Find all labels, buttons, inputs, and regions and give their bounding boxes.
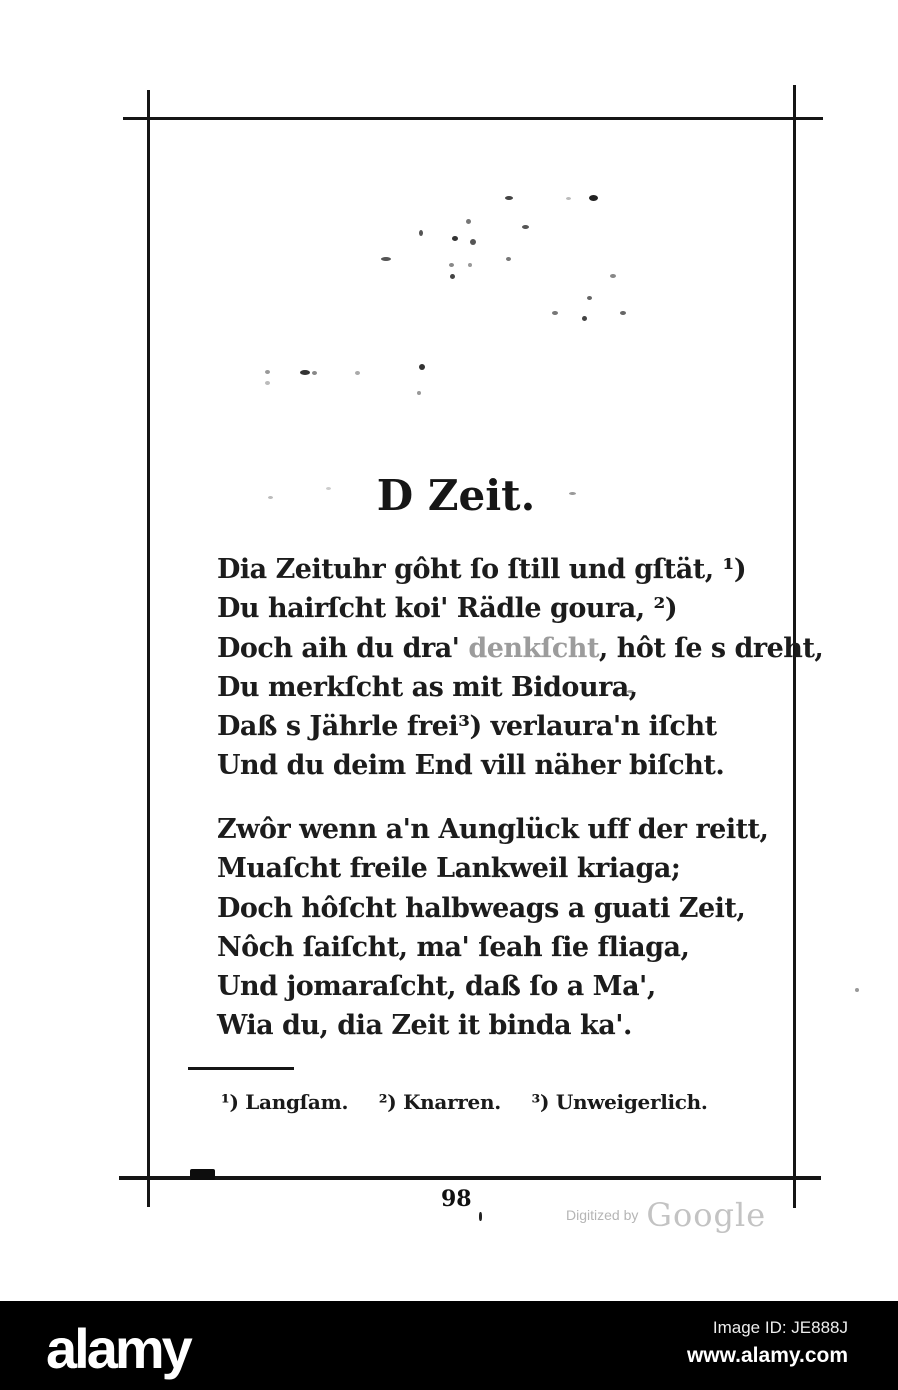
scan-speck bbox=[312, 371, 317, 375]
poem-line: Und jomaraſcht, daß ſo a Ma', bbox=[217, 971, 656, 1003]
poem-title: D Zeit. bbox=[376, 471, 536, 520]
scan-speck bbox=[268, 496, 273, 499]
scan-speck bbox=[468, 263, 472, 267]
scan-speck bbox=[450, 274, 455, 279]
alamy-info bbox=[687, 1318, 848, 1368]
poem-line: Doch hôſcht halbweags a guati Zeit, bbox=[217, 892, 746, 924]
digitized-by-text: Digitized by bbox=[566, 1207, 639, 1223]
stanza-1 bbox=[217, 550, 823, 786]
alamy-image-id: Image ID: JE888J bbox=[712, 1318, 848, 1337]
scan-speck bbox=[522, 225, 529, 229]
footnote-item: ²) Knarren. bbox=[378, 1090, 501, 1114]
poem-line: Dia Zeituhr gôht ſo ſtill und gſtät, ¹) bbox=[217, 554, 747, 585]
scan-speck bbox=[300, 370, 310, 375]
page-frame-top bbox=[123, 117, 823, 120]
poem-line: Muaſcht freile Lankweil kriaga; bbox=[217, 853, 681, 885]
poem-line: Wia du, dia Zeit it binda ka'. bbox=[217, 1010, 632, 1042]
poem-line-segment: Doch aih du dra' bbox=[217, 632, 469, 664]
scan-speck bbox=[855, 988, 859, 992]
scan-speck bbox=[355, 371, 360, 375]
footnote-item: ¹) Langſam. bbox=[221, 1090, 349, 1114]
ink-blob bbox=[190, 1169, 215, 1180]
scan-speck bbox=[326, 487, 331, 490]
footnote-item: ³) Unweigerlich. bbox=[531, 1090, 708, 1114]
scan-speck bbox=[419, 364, 425, 370]
poem-line: Zwôr wenn a'n Aunglück uff der reitt, bbox=[217, 814, 769, 845]
scan-speck bbox=[470, 239, 476, 245]
scan-speck bbox=[587, 296, 592, 300]
scan-speck bbox=[589, 195, 598, 201]
scan-speck bbox=[569, 492, 576, 495]
scan-speck bbox=[620, 311, 626, 315]
poem-line-segment: , hôt ſe s dreht, bbox=[598, 632, 824, 664]
scan-speck bbox=[449, 263, 454, 267]
footnote-rule bbox=[188, 1067, 294, 1070]
scan-speck bbox=[610, 274, 616, 278]
poem-line: Du merkſcht as mit Bidoura, bbox=[217, 671, 638, 703]
alamy-url: www.alamy.com bbox=[686, 1344, 848, 1367]
page-number: 98 bbox=[441, 1186, 472, 1212]
scan-speck bbox=[466, 219, 471, 224]
google-logo-text: Google bbox=[646, 1196, 767, 1234]
stanza-2 bbox=[217, 810, 768, 1046]
scan-speck bbox=[506, 257, 511, 261]
alamy-watermark-bar bbox=[0, 1301, 898, 1390]
alamy-logo: alamy bbox=[46, 1317, 190, 1380]
poem-line: Daß s Jährle frei³) verlaura'n iſcht bbox=[217, 711, 717, 743]
scan-speck bbox=[566, 197, 571, 200]
scan-speck bbox=[381, 257, 391, 261]
scan-speck bbox=[452, 236, 458, 241]
scan-speck bbox=[552, 311, 558, 315]
page-frame-bottom bbox=[119, 1176, 821, 1180]
scan-speck bbox=[582, 316, 587, 321]
scan-speck bbox=[505, 196, 513, 200]
poem-line: Und du deim End vill näher biſcht. bbox=[217, 750, 725, 782]
scan-speck bbox=[265, 381, 270, 385]
scan-speck bbox=[419, 230, 423, 236]
scan-speck bbox=[265, 370, 270, 374]
poem-line: Nôch ſaiſcht, ma' ſeah ſie fliaga, bbox=[217, 931, 690, 963]
poem-line bbox=[217, 629, 823, 668]
poem-line: Du hairſcht koi' Rädle goura, ²) bbox=[217, 593, 678, 625]
footnotes bbox=[221, 1090, 708, 1114]
poem-line-segment-faded: denkſcht bbox=[468, 632, 599, 664]
scan-speck bbox=[417, 391, 421, 395]
scan-speck bbox=[479, 1212, 482, 1221]
page-frame-left bbox=[147, 90, 150, 1207]
google-watermark bbox=[566, 1196, 766, 1234]
